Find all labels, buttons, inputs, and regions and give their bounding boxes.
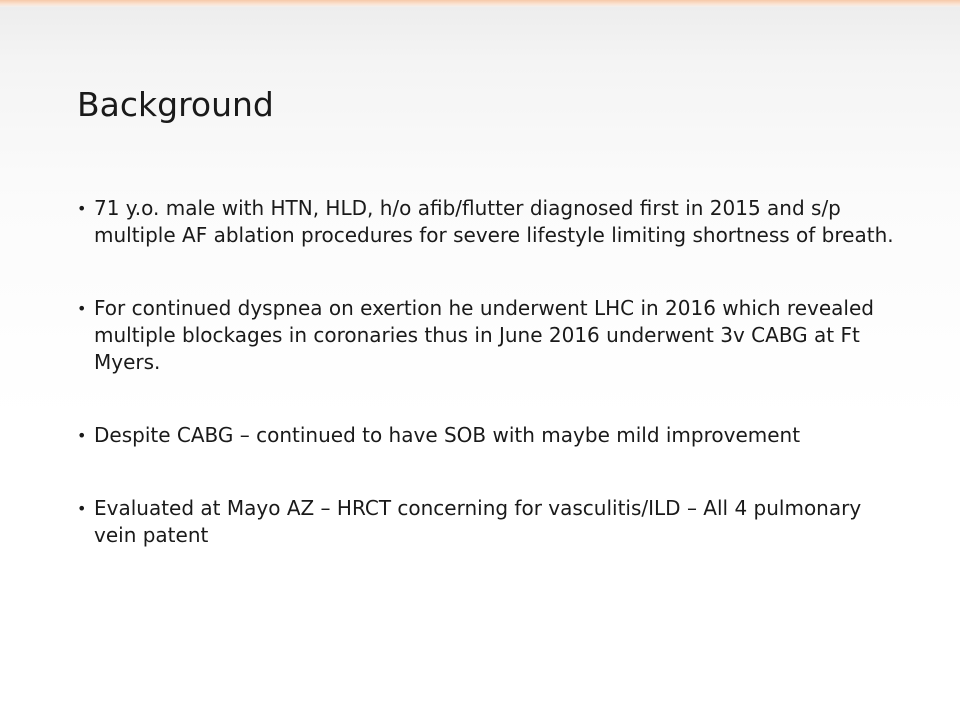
bullet-dot-icon: • (77, 499, 87, 518)
bullet-text: Despite CABG – continued to have SOB with maybe mild improvement (94, 423, 801, 447)
slide-accent-bar (0, 0, 960, 7)
bullet-dot-icon: • (77, 199, 87, 218)
bullet-text: Evaluated at Mayo AZ – HRCT concerning for vasculitis/ILD – All 4 pulmonary vein patent (94, 496, 862, 547)
bullet-item (77, 495, 897, 549)
bullet-dot-icon: • (77, 299, 87, 318)
bullet-dot-icon: • (77, 426, 87, 445)
bullet-text: 71 y.o. male with HTN, HLD, h/o afib/flutter diagnosed first in 2015 and s/p multiple AF ablation procedures for severe lifestyle limiting shortness of breath. (94, 196, 894, 247)
bullet-item (77, 295, 897, 376)
bullet-item (77, 422, 897, 449)
bullet-list (77, 195, 897, 595)
bullet-text: For continued dyspnea on exertion he underwent LHC in 2016 which revealed multiple blockages in coronaries thus in June 2016 underwent 3v CABG at Ft Myers. (94, 296, 874, 374)
bullet-item (77, 195, 897, 249)
slide-title: Background (77, 85, 274, 124)
